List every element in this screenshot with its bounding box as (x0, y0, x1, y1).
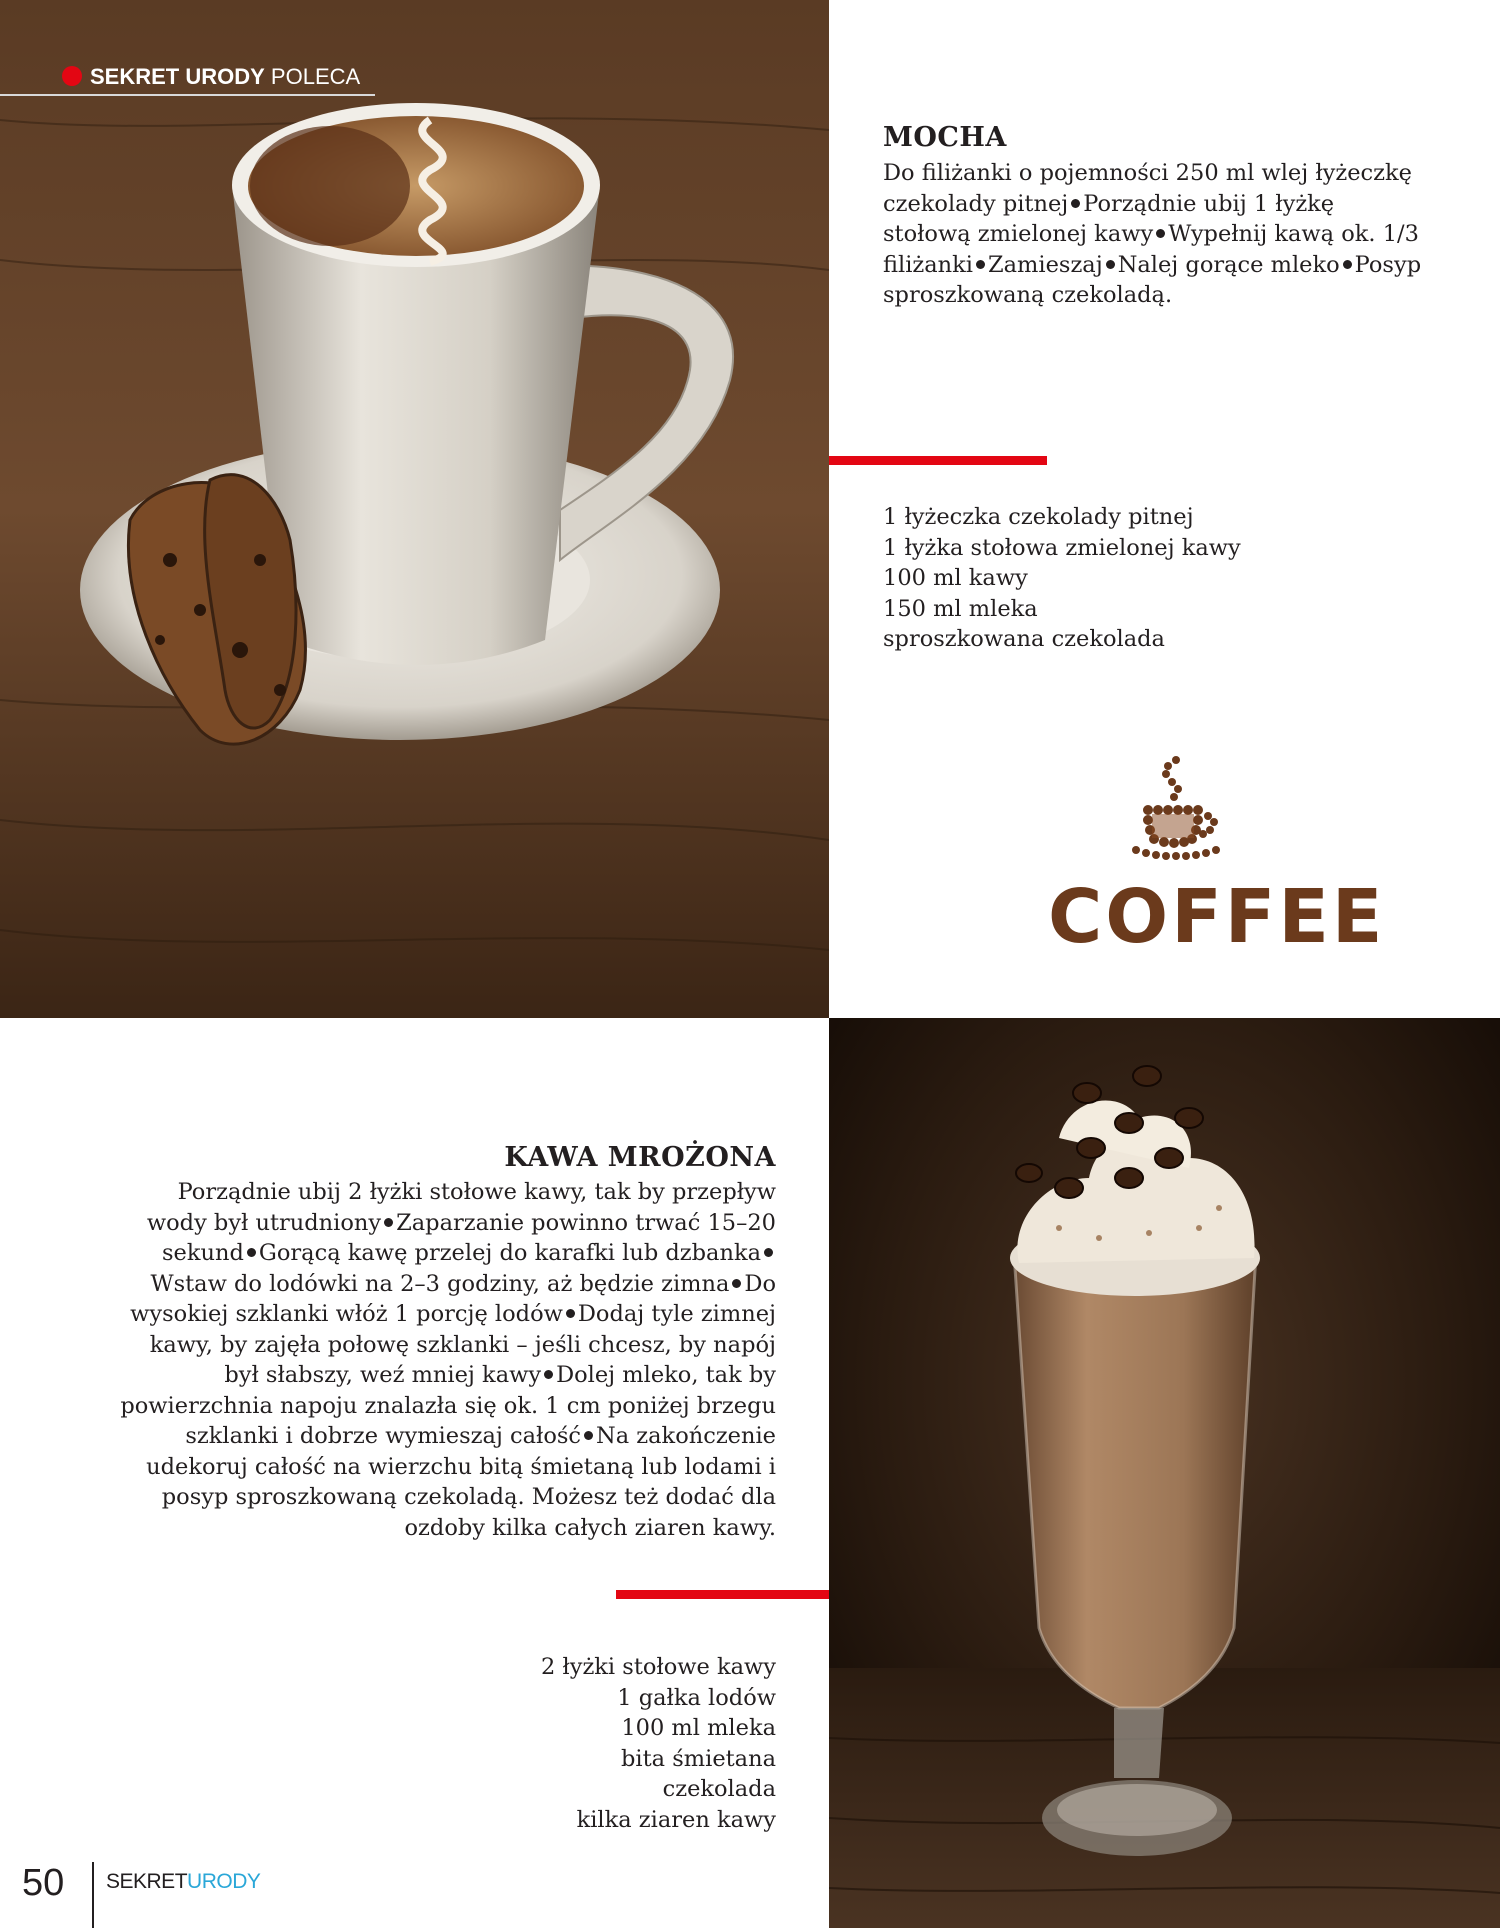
step: Wypełnij kawą ok. 1/3 filiżanki (883, 221, 1419, 278)
ingredient-item: 1 gałka lodów (617, 1684, 776, 1711)
step: Posyp sproszkowaną czekoladą. (883, 251, 1422, 308)
red-divider (616, 1590, 829, 1599)
bullet-icon (1343, 260, 1352, 269)
page-number: 50 (22, 1862, 65, 1904)
step: Dolej mleko, tak by powierzchnia napoju znalazła się ok. 1 cm poniżej brzegu szklanki i dobrze wymieszaj całość (120, 1362, 776, 1449)
step: Wstaw do lodówki na 2–3 godziny, aż będzie zimna (150, 1270, 730, 1297)
mocha-ingredients (883, 502, 1241, 655)
step: Nalej gorące mleko (1117, 251, 1340, 278)
step: Na zakończenie udekoruj całość na wierzchu bitą śmietaną lub lodami i posyp sproszkowaną czekoladą. Możesz też dodać dla ozdoby kilka całych ziaren kawy. (146, 1423, 776, 1541)
bullet-icon (544, 1370, 553, 1379)
bullet-icon (1106, 260, 1115, 269)
ingredient-item: kilka ziaren kawy (576, 1806, 776, 1833)
bullet-icon (976, 260, 985, 269)
footer-divider (92, 1862, 94, 1928)
ingredient-item: 1 łyżka stołowa zmielonej kawy (883, 534, 1241, 561)
magazine-brand: SEKRETURODY (106, 1870, 261, 1893)
step: Gorącą kawę przelej do karafki lub dzbanka (258, 1240, 761, 1266)
mocha-instructions (883, 158, 1423, 311)
bullet-icon (566, 1309, 575, 1318)
ingredient-item: 1 łyżeczka czekolady pitnej (883, 504, 1194, 530)
bullet-icon (1071, 199, 1080, 208)
kawa-mrozona-title: KAWA MROŻONA (504, 1142, 776, 1173)
ingredient-item: sproszkowana czekolada (883, 626, 1165, 652)
coffee-logo-text: COFFEE (1048, 874, 1386, 960)
bullet-icon (384, 1218, 393, 1227)
ingredient-item: czekolada (662, 1776, 776, 1802)
bullet-icon (732, 1279, 741, 1288)
ingredient-item: 100 ml mleka (621, 1715, 776, 1741)
ingredient-item: bita śmietana (621, 1745, 776, 1772)
bullet-icon (584, 1431, 593, 1440)
ingredient-item: 150 ml mleka (883, 595, 1038, 622)
iced-coffee-photo (829, 1018, 1500, 1928)
header-bullet-icon (62, 66, 82, 86)
step: Porządnie ubij 2 łyżki stołowe kawy, tak by przepływ wody był utrudniony (146, 1179, 776, 1236)
kawa-mrozona-instructions (116, 1177, 776, 1543)
mocha-photo (0, 0, 829, 1018)
bullet-icon (1156, 229, 1165, 238)
mocha-illustration (0, 0, 829, 1018)
header-label: SEKRET URODY POLECA (90, 64, 361, 89)
step: Do filiżanki o pojemności 250 ml wlej łyżeczkę czekolady pitnej (883, 160, 1412, 217)
step: Zamieszaj (988, 251, 1103, 278)
coffee-logo (1040, 752, 1386, 960)
bullet-icon (764, 1248, 773, 1257)
kawa-mrozona-ingredients (476, 1652, 776, 1835)
step: Dodaj tyle zimnej kawy, by zajęła połowę szklanki – jeśli chcesz, by napój był słabszy, weź mniej kawy (149, 1301, 776, 1388)
section-header (0, 62, 375, 96)
ingredient-item: 2 łyżki stołowe kawy (540, 1654, 776, 1680)
ingredient-item: 100 ml kawy (883, 565, 1028, 591)
step: Do wysokiej szklanki włóż 1 porcję lodów (130, 1270, 776, 1327)
bullet-icon (247, 1248, 256, 1257)
step: Porządnie ubij 1 łyżkę stołową zmielonej kawy (883, 190, 1335, 247)
mocha-title: MOCHA (883, 122, 1007, 153)
iced-coffee-illustration (829, 1018, 1500, 1928)
red-divider (829, 456, 1047, 465)
step: Zaparzanie powinno trwać 15–20 sekund (162, 1209, 776, 1266)
